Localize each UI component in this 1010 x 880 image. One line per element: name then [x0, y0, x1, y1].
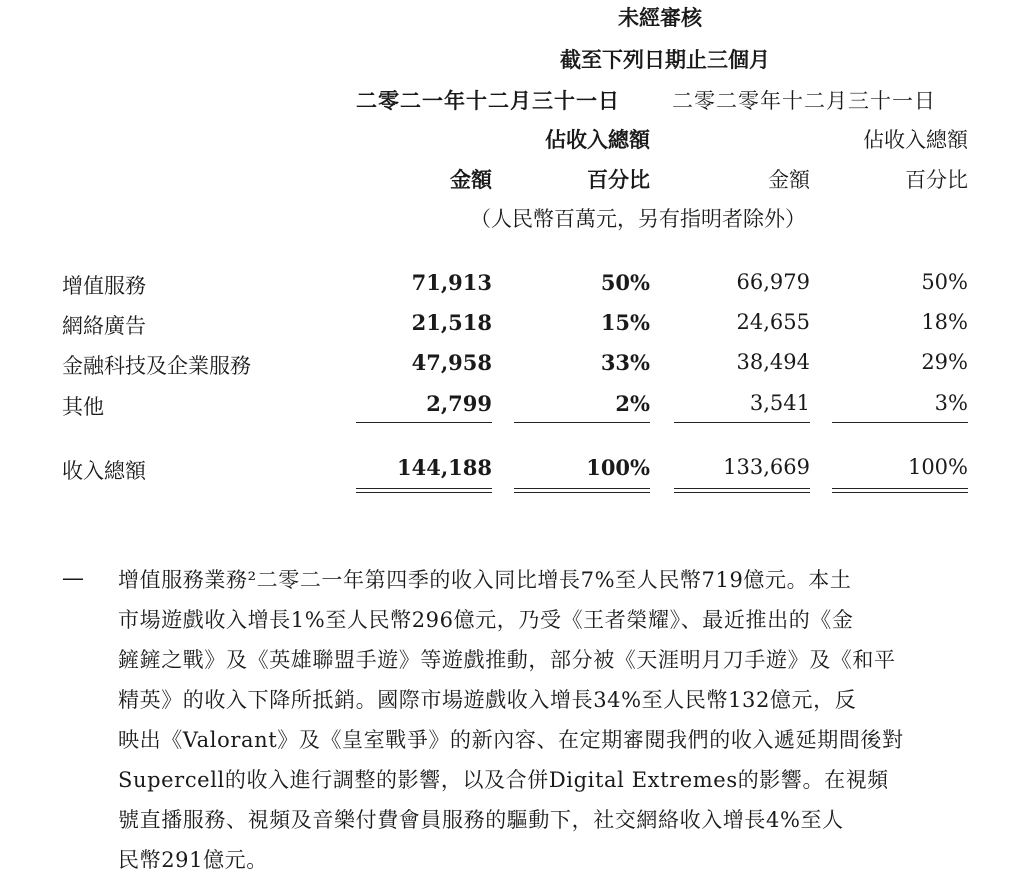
row-percent-2020: 18% [921, 310, 968, 334]
row-amount-2021: 47,958 [411, 350, 492, 375]
period-label: 截至下列日期止三個月 [560, 47, 770, 72]
pct-of-total-2021: 佔收入總額 [545, 127, 650, 152]
unaudited-label: 未經審核 [618, 5, 702, 30]
paragraph-line: 鏟鏟之戰》及《英雄聯盟手遊》等遊戲推動，部分被《天涯明月刀手遊》及《和平 [118, 648, 896, 672]
subtotal-rule [674, 422, 810, 423]
paragraph-line: 號直播服務、視頻及音樂付費會員服務的驅動下，社交網絡收入增長4%至人 [118, 808, 844, 832]
total-percent-2020: 100% [907, 455, 968, 479]
col-amount-2020: 金額 [768, 168, 810, 192]
col-percent-2021: 百分比 [587, 167, 650, 192]
row-label: 網絡廣告 [62, 314, 146, 338]
row-amount-2020: 38,494 [736, 350, 810, 374]
subtotal-rule [514, 422, 650, 423]
paragraph-line: Supercell的收入進行調整的影響，以及合併Digital Extremes的影響。在視頻 [118, 768, 889, 792]
row-amount-2020: 66,979 [736, 270, 810, 294]
row-label: 增值服務 [62, 274, 146, 298]
row-percent-2021: 33% [600, 350, 650, 375]
paragraph-line: 民幣291億元。 [118, 848, 268, 872]
total-amount-2021: 144,188 [397, 455, 492, 480]
row-amount-2020: 24,655 [736, 310, 810, 334]
unit-note: （人民幣百萬元，另有指明者除外） [470, 207, 806, 231]
row-label: 其他 [62, 395, 104, 419]
col-amount-2021: 金額 [450, 167, 492, 192]
row-percent-2021: 50% [600, 270, 650, 295]
row-amount-2021: 71,913 [411, 270, 492, 295]
pct-of-total-2020: 佔收入總額 [863, 128, 968, 152]
paragraph-line: 精英》的收入下降所抵銷。國際市場遊戲收入增長34%至人民幣132億元，反 [118, 688, 857, 712]
row-label: 金融科技及企業服務 [62, 354, 251, 378]
row-percent-2020: 3% [934, 391, 968, 415]
row-percent-2021: 2% [615, 391, 650, 416]
row-amount-2021: 2,799 [426, 391, 492, 416]
subtotal-rule [832, 422, 968, 423]
total-double-rule [514, 488, 650, 493]
paragraph-line: 增值服務業務²二零二一年第四季的收入同比增長7%至人民幣719億元。本土 [118, 568, 852, 592]
row-percent-2021: 15% [600, 310, 650, 335]
subtotal-rule [356, 422, 492, 423]
paragraph-line: 映出《Valorant》及《皇室戰爭》的新內容、在定期審閱我們的收入遞延期間後對 [118, 728, 904, 752]
bullet-dash: — [62, 566, 84, 591]
row-amount-2020: 3,541 [749, 391, 810, 415]
total-label: 收入總額 [62, 459, 146, 483]
row-percent-2020: 50% [921, 270, 968, 294]
total-amount-2020: 133,669 [723, 455, 810, 479]
total-double-rule [832, 488, 968, 493]
row-amount-2021: 21,518 [411, 310, 492, 335]
total-double-rule [674, 488, 810, 493]
date-2021: 二零二一年十二月三十一日 [356, 88, 620, 113]
col-percent-2020: 百分比 [905, 168, 968, 192]
total-double-rule [356, 488, 492, 493]
total-percent-2021: 100% [586, 455, 650, 480]
row-percent-2020: 29% [921, 350, 968, 374]
paragraph-line: 市場遊戲收入增長1%至人民幣296億元，乃受《王者榮耀》、最近推出的《金 [118, 608, 854, 632]
date-2020: 二零二零年十二月三十一日 [672, 89, 936, 113]
